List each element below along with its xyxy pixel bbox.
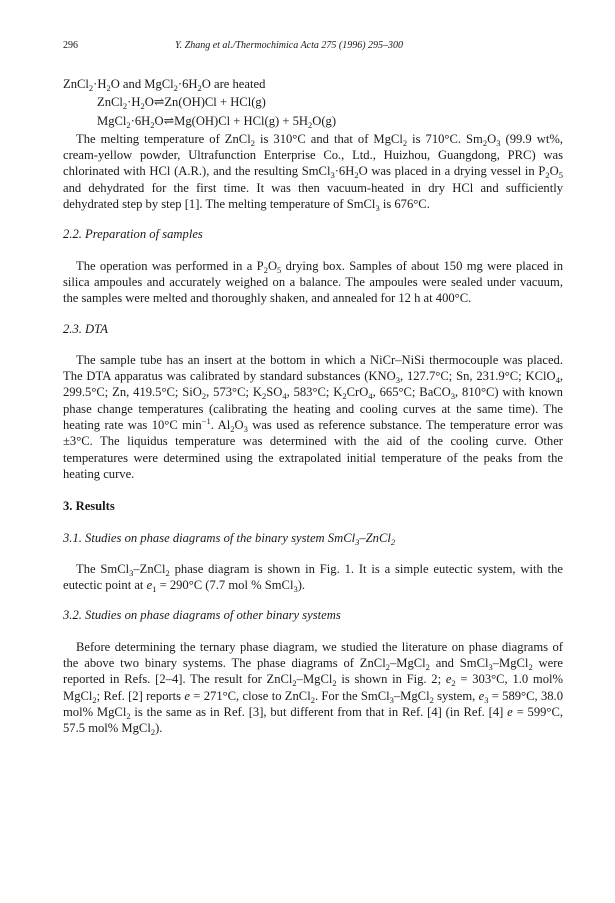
section-title-2-3: 2.3. DTA — [63, 321, 108, 336]
page-header — [63, 38, 563, 54]
running-head: Y. Zhang et al./Thermochimica Acta 275 (1996) 295–300 — [175, 40, 404, 51]
section-title-3: 3. Results — [63, 499, 115, 514]
page-number: 296 — [63, 40, 78, 51]
equation-2: $MgCl_2\cdot 6H_2O\rightleftharpoons Mg(OH)Cl + HCl(g) + 5H_2O(g)$ — [97, 113, 337, 130]
intro-line: $ZnCl_2\cdot H_2O$ and $MgCl_2\cdot 6H_2O$ are heated — [63, 77, 266, 93]
paragraph-other-binary: Before determining the ternary phase diagram, we studied the literature on phase diagrams of the above two binary systems. The phase diagrams of ZnCl$_2$–MgCl$_2$ and SmCl$_3$–MgCl$_2$ were reported in Refs. [2–4]. The result for ZnCl$_2$–MgCl$_2$ is shown in Fig. 2; $e_2 = 303^\circ C$, 1.0 mol% MgCl$_2$; Ref. [2] reports e = 271°C, close to ZnCl$_2$. For the SmCl$_3$–MgCl$_2$ system, $e_3 = 589^\circ C$, 38.0 mol% MgCl$_2$ is the same as in Ref. [3], but different from that in Ref. [4] (in Ref. [4] e = 599°C, 57.5 mol% MgCl$_2$). — [63, 639, 564, 738]
section-title-3-2: 3.2. Studies on phase diagrams of other binary systems — [63, 608, 341, 623]
paragraph-preparation: The operation was performed in a $P_2O_5$ drying box. Samples of about 150 mg were placed in silica ampoules and accurately weighed on a balance. The ampoules were sealed under vacuum, the samples were melted and thoroughly shaken, and annealed for 12 h at 400°C. — [63, 258, 563, 306]
equation-1: $ZnCl_2\cdot H_2O\rightleftharpoons Zn(OH)Cl + HCl(g)$ — [97, 95, 266, 112]
paragraph-dta: The sample tube has an insert at the bottom in which a NiCr–NiSi thermocouple was placed. The DTA apparatus was calibrated by standard substances ($KNO_3$, 127.7°C; Sn, 231.9°C; KClO$_4$, 299.5°C; Zn, 419.5°C; SiO$_2$, 573°C; $K_2SO_4$, 583°C; $K_2CrO_4$, 665°C; BaCO$_3$, 810°C) with known phase change temperatures (calibrating the heating and cooling curves at the same time). The heating rate was 10°C $\min^{-1}$. $Al_2O_3$ was used as reference substance. The temperature error was ±3°C. The liquidus temperature was determined with the aid of the cooling curve. Other temperatures were determined using the extrapolated initial temperature of the peaks from the heating curve. — [63, 352, 563, 481]
section-title-3-1: 3.1. Studies on phase diagrams of the binary system SmCl$_3$–ZnCl$_2$ — [63, 530, 396, 547]
paragraph-binary-smcl3-zncl2: The SmCl$_3$–ZnCl$_2$ phase diagram is shown in Fig. 1. It is a simple eutectic system, with the eutectic point at $e_1 = 290^\circ C$ (7.7 mol % SmCl$_3$). — [63, 561, 563, 595]
paper-page — [63, 38, 563, 737]
section-title-2-2: 2.2. Preparation of samples — [63, 227, 203, 242]
paragraph-melting: The melting temperature of ZnCl$_2$ is 310°C and that of MgCl$_2$ is 710°C. $Sm_2O_3$ (99.9 wt%, cream-yellow powder, Ultrafunction Enterprise Co., Ltd., Huizhou, Guangdong, PRC) was chlorinated with HCl (A.R.), and the resulting $SmCl_3\cdot 6H_2O$ was placed in a drying vessel in $P_2O_5$ and dehydrated for the first time. It was then vacuum-heated in dry HCl and sufficiently dehydrated step by step [1]. The melting temperature of SmCl$_3$ is 676°C. — [63, 131, 563, 214]
